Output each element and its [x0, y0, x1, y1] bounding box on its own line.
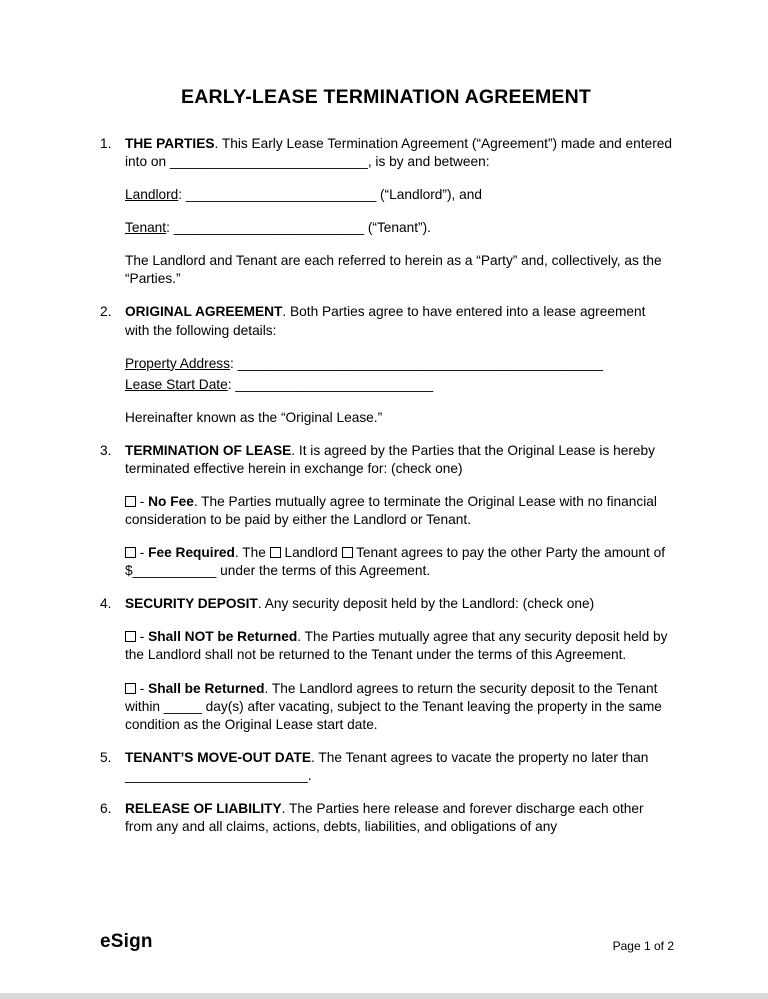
- section-heading: TENANT’S MOVE-OUT DATE: [125, 749, 312, 765]
- section-number: 1.: [100, 136, 112, 151]
- section-tenants-move-out-date: [100, 749, 672, 800]
- property-address-blank-line: : ________________________________________________: [230, 355, 603, 371]
- section-heading: RELEASE OF LIABILITY: [125, 800, 282, 816]
- section-body-text: . It is agreed by the Parties that the Original Lease is hereby terminated effective herein in exchange for: (check one): [125, 442, 655, 476]
- section-number: 6.: [100, 800, 112, 816]
- section-lead-paragraph: [125, 442, 672, 478]
- section-release-of-liability: [100, 800, 672, 851]
- landlord-label: Landlord: [125, 187, 179, 203]
- option-returned-text: . The Landlord agrees to return the security deposit to the Tenant within _____ day(s) after vacating, subject to the Tenant leaving the property in the same condition as the Original Lease start date.: [125, 680, 662, 732]
- option-no-fee-label: No Fee: [148, 494, 194, 510]
- section-body-text: . This Early Lease Termination Agreement (“Agreement”) made and entered into on __________________________, is by and between:: [125, 136, 672, 170]
- section-body-text: . Any security deposit held by the Landlord: (check one): [257, 596, 595, 612]
- section-the-parties: [100, 135, 672, 303]
- checkbox-deposit-returned-icon: [125, 683, 136, 694]
- lease-start-date-label: Lease Start Date: [125, 376, 228, 392]
- section-lead-paragraph: [125, 800, 672, 836]
- tenant-blank-line: : _________________________ (“Tenant”).: [166, 220, 431, 236]
- section-heading: SECURITY DEPOSIT: [125, 596, 258, 612]
- section-original-agreement: [100, 303, 672, 441]
- option-fee-required: [125, 544, 672, 580]
- section-heading: THE PARTIES: [125, 136, 215, 151]
- checkbox-fee-landlord-icon: [270, 547, 281, 558]
- lease-start-date-fill-line: [125, 376, 672, 394]
- checkbox-no-fee-icon: [125, 496, 136, 507]
- section-lead-paragraph: [125, 749, 672, 785]
- option-dash: -: [136, 545, 149, 561]
- option-dash: -: [136, 629, 149, 645]
- option-fee-text-after: Tenant agrees to pay the other Party the amount of $___________ under the terms of this Agreement.: [125, 545, 666, 579]
- option-returned-label: Shall be Returned: [148, 680, 265, 696]
- section-number: 2.: [100, 304, 112, 320]
- section-heading: ORIGINAL AGREEMENT: [125, 304, 283, 320]
- section-body-text: . The Parties here release and forever discharge each other from any and all claims, actions, debts, liabilities, and obligations of any: [125, 800, 644, 835]
- parties-closing-paragraph: The Landlord and Tenant are each referred to herein as a “Party” and, collectively, as the “Parties.”: [125, 253, 662, 287]
- option-fee-required-label: Fee Required: [148, 545, 235, 561]
- section-number: 4.: [100, 596, 112, 612]
- checkbox-fee-tenant-icon: [342, 547, 353, 558]
- option-deposit-returned: [125, 680, 672, 734]
- checkbox-deposit-not-returned-icon: [125, 631, 136, 642]
- tenant-fill-line: [125, 219, 672, 237]
- option-deposit-not-returned: [125, 628, 672, 664]
- option-no-fee-text: . The Parties mutually agree to terminate the Original Lease with no financial consideration to be paid by either the Landlord or Tenant.: [125, 494, 657, 528]
- section-number: 3.: [100, 442, 112, 458]
- section-termination-of-lease: [100, 442, 672, 595]
- lease-start-date-blank-line: : __________________________: [227, 376, 434, 392]
- option-not-returned-text: . The Parties mutually agree that any security deposit held by the Landlord shall not be returned to the Tenant under the terms of this Agreement.: [125, 629, 668, 663]
- option-not-returned-label: Shall NOT be Returned: [148, 629, 298, 645]
- landlord-fill-line: [125, 186, 672, 204]
- page-footer: [100, 931, 674, 953]
- section-heading: TERMINATION OF LEASE: [125, 442, 292, 458]
- esign-logo: eSign: [100, 931, 153, 952]
- fee-landlord-label: Landlord: [284, 545, 342, 561]
- property-address-label: Property Address: [125, 355, 230, 371]
- section-body-text: . The Tenant agrees to vacate the property no later than ________________________.: [125, 749, 649, 783]
- section-security-deposit: [100, 595, 672, 748]
- original-lease-closing-paragraph: Hereinafter known as the “Original Lease.”: [125, 409, 383, 425]
- page-bottom-edge: [0, 993, 768, 999]
- section-lead-paragraph: [125, 303, 672, 339]
- section-body-text: . Both Parties agree to have entered into a lease agreement with the following details:: [125, 304, 646, 338]
- tenant-label: Tenant: [125, 220, 167, 236]
- checkbox-fee-required-icon: [125, 547, 136, 558]
- landlord-blank-line: : _________________________ (“Landlord”), and: [178, 187, 482, 203]
- section-lead-paragraph: [125, 135, 672, 171]
- page-number: Page 1 of 2: [612, 939, 674, 953]
- option-no-fee: [125, 493, 672, 529]
- property-address-fill-line: [125, 355, 672, 373]
- document-title: EARLY-LEASE TERMINATION AGREEMENT: [181, 86, 591, 108]
- section-number: 5.: [100, 749, 112, 765]
- section-lead-paragraph: [125, 595, 672, 613]
- option-dash: -: [136, 494, 149, 510]
- option-dash: -: [136, 680, 149, 696]
- option-fee-text-before: . The: [234, 545, 270, 561]
